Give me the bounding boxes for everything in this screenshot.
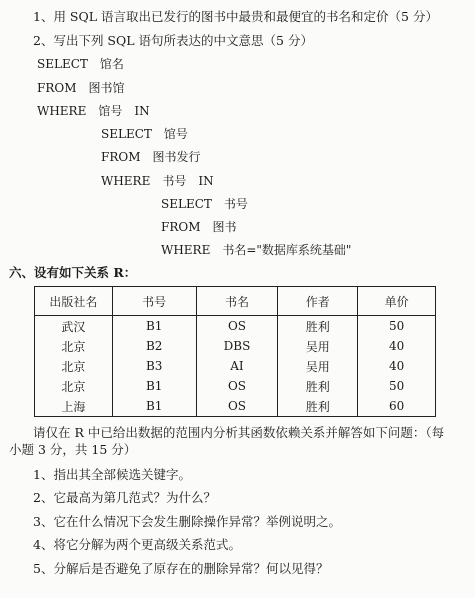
table-header-row — [35, 287, 436, 316]
question-1: 1、用 SQL 语言取出已发行的图书中最贵和最便宜的书名和定价（5 分） — [33, 9, 438, 24]
table-cell: 北京 — [35, 356, 113, 376]
table-cell: 武汉 — [35, 316, 113, 337]
relation-table — [34, 286, 436, 417]
table-cell: 吴用 — [278, 336, 358, 356]
table-row — [35, 316, 436, 337]
sub-question: 3、它在什么情况下会发生删除操作异常？举例说明之。 — [33, 514, 341, 529]
table-cell: 胜利 — [278, 376, 358, 396]
table-cell: 吴用 — [278, 356, 358, 376]
column-header: 书号 — [112, 287, 196, 316]
table-cell: 胜利 — [278, 316, 358, 337]
table-cell: DBS — [196, 336, 278, 356]
table-row — [35, 376, 436, 396]
column-header: 单价 — [358, 287, 436, 316]
sql-line: SELECT 书号 — [161, 197, 248, 211]
sql-line: WHERE 馆号 IN — [37, 104, 150, 118]
table-cell: OS — [196, 376, 278, 396]
table-cell: 北京 — [35, 336, 113, 356]
column-header: 书名 — [196, 287, 278, 316]
table-row — [35, 336, 436, 356]
table-cell: B1 — [112, 396, 196, 417]
instruction-line-2: 小题 3 分，共 15 分） — [9, 442, 137, 457]
sql-line: SELECT 馆名 — [37, 57, 124, 71]
sql-line: FROM 图书 — [161, 220, 237, 234]
table-cell: 胜利 — [278, 396, 358, 417]
table-cell: 40 — [358, 336, 436, 356]
table-cell: AI — [196, 356, 278, 376]
sql-line: FROM 图书馆 — [37, 81, 125, 95]
table-cell: OS — [196, 316, 278, 337]
table-cell: 60 — [358, 396, 436, 417]
section-title: 六、设有如下关系 R： — [9, 265, 137, 280]
sql-line: FROM 图书发行 — [101, 150, 201, 164]
table-row — [35, 356, 436, 376]
table-cell: B3 — [112, 356, 196, 376]
table-cell: B2 — [112, 336, 196, 356]
table-cell: B1 — [112, 376, 196, 396]
instruction-line-1: 请仅在 R 中已给出数据的范围内分析其函数依赖关系并解答如下问题：（每 — [33, 425, 445, 440]
column-header: 作者 — [278, 287, 358, 316]
sub-question: 5、分解后是否避免了原存在的删除异常？何以见得？ — [33, 561, 329, 576]
table-cell: OS — [196, 396, 278, 417]
sub-question: 1、指出其全部候选关键字。 — [33, 467, 191, 482]
question-2: 2、写出下列 SQL 语句所表达的中文意思（5 分） — [33, 33, 313, 48]
sql-line: WHERE 书名="数据库系统基础" — [161, 243, 352, 257]
sub-question: 2、它最高为第几范式？为什么？ — [33, 490, 216, 505]
sub-question: 4、将它分解为两个更高级关系范式。 — [33, 537, 241, 552]
table-cell: 40 — [358, 356, 436, 376]
table-row — [35, 396, 436, 417]
table-cell: 上海 — [35, 396, 113, 417]
sql-line: WHERE 书号 IN — [101, 174, 214, 188]
sql-line: SELECT 馆号 — [101, 127, 188, 141]
table-cell: 50 — [358, 316, 436, 337]
table-cell: B1 — [112, 316, 196, 337]
table-cell: 北京 — [35, 376, 113, 396]
column-header: 出版社名 — [35, 287, 113, 316]
table-cell: 50 — [358, 376, 436, 396]
